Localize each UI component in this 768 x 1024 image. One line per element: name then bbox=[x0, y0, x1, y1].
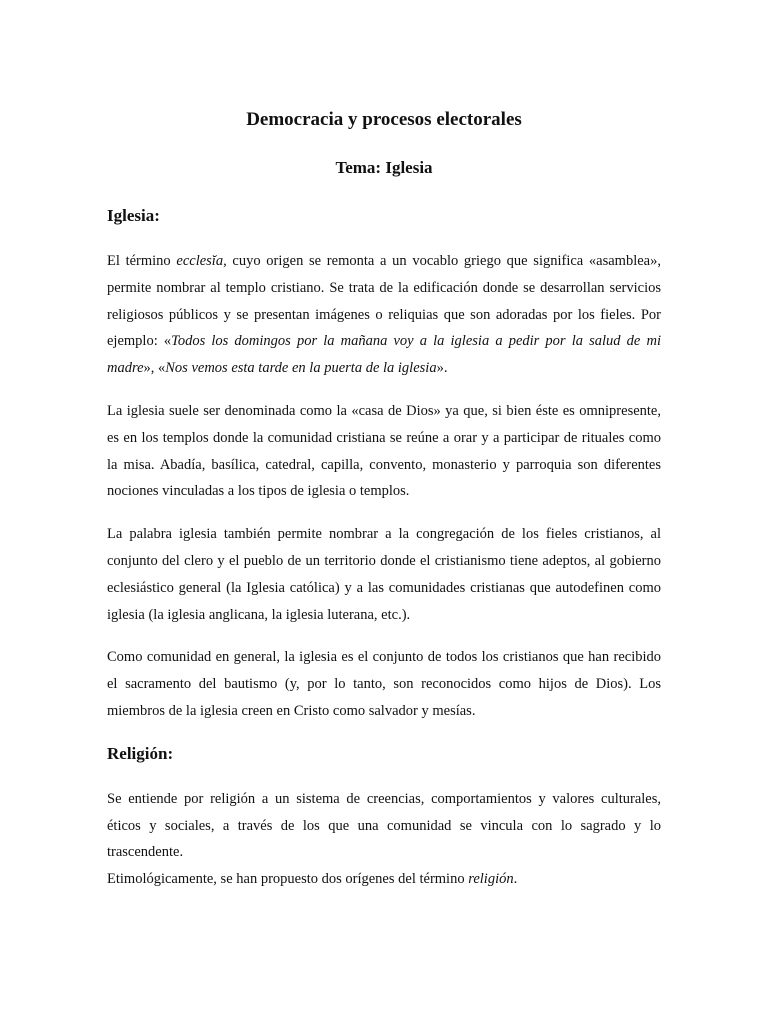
text-segment: Etimológicamente, se han propuesto dos orígenes del término bbox=[107, 871, 469, 888]
text-segment: », « bbox=[143, 360, 166, 377]
text-segment-italic: Todos los domingos por la mañana voy a la iglesia a pedir por la salud de mi madre bbox=[107, 333, 661, 377]
text-segment: ». bbox=[436, 360, 448, 377]
document-title: Democracia y procesos electorales bbox=[246, 109, 522, 130]
paragraph-iglesia-1 bbox=[107, 248, 661, 382]
document-body bbox=[107, 106, 661, 893]
paragraph-iglesia-4 bbox=[107, 644, 661, 724]
paragraph-iglesia-3 bbox=[107, 521, 661, 628]
text-segment: . bbox=[513, 871, 518, 888]
text-segment-italic: Nos vemos esta tarde en la puerta de la iglesia bbox=[165, 360, 437, 377]
text-segment: Se entiende por religión a un sistema de creencias, comportamientos y valores culturales, éticos y sociales, a través de los que una comunidad se vincula con lo sagrado y lo trascendente. bbox=[107, 790, 661, 861]
text-segment-italic: ecclesĭa bbox=[176, 253, 224, 269]
text-segment: La palabra iglesia también permite nombrar a la congregación de los fieles cristianos, al conjunto del clero y el pueblo de un territorio donde el cristianismo tiene adeptos, al gobierno eclesiástico general (la Iglesia católica) y a las comunidades cristianas que autodefinen como iglesia (la iglesia anglicana, la iglesia luterana, etc.). bbox=[107, 526, 661, 623]
paragraph-religion-2 bbox=[107, 866, 661, 893]
text-segment-italic: religión bbox=[468, 871, 514, 888]
text-segment: Como comunidad en general, la iglesia es el conjunto de todos los cristianos que han recibido el sacramento del bautismo (y, por lo tanto, son reconocidos como hijos de Dios). Los miembros de la iglesia creen en Cristo como salvador y mesías. bbox=[107, 649, 661, 719]
text-segment: El término bbox=[107, 253, 177, 269]
text-segment: La iglesia suele ser denominada como la «casa de Dios» ya que, si bien éste es omnipresente, es en los templos donde la comunidad cristiana se reúne a orar y a participar de rituales como la misa. Abadía, basílica, catedral, capilla, convento, monasterio y parroquia son diferentes nociones vinculadas a los tipos de iglesia o templos. bbox=[107, 402, 661, 500]
text-segment: , cuyo origen se remonta a un vocablo griego que significa «asamblea», permite nombrar al templo cristiano. Se trata de la edificación donde se desarrollan servicios religiosos públicos y se presentan imágenes o reliquias que son adoradas por los fieles. Por ejemplo: « bbox=[107, 253, 661, 350]
paragraph-iglesia-2 bbox=[107, 398, 661, 505]
document-subtitle: Tema: Iglesia bbox=[335, 158, 433, 177]
paragraph-religion-1 bbox=[107, 786, 661, 866]
section-heading-iglesia: Iglesia: bbox=[107, 206, 160, 225]
section-heading-religion: Religión: bbox=[107, 743, 174, 763]
